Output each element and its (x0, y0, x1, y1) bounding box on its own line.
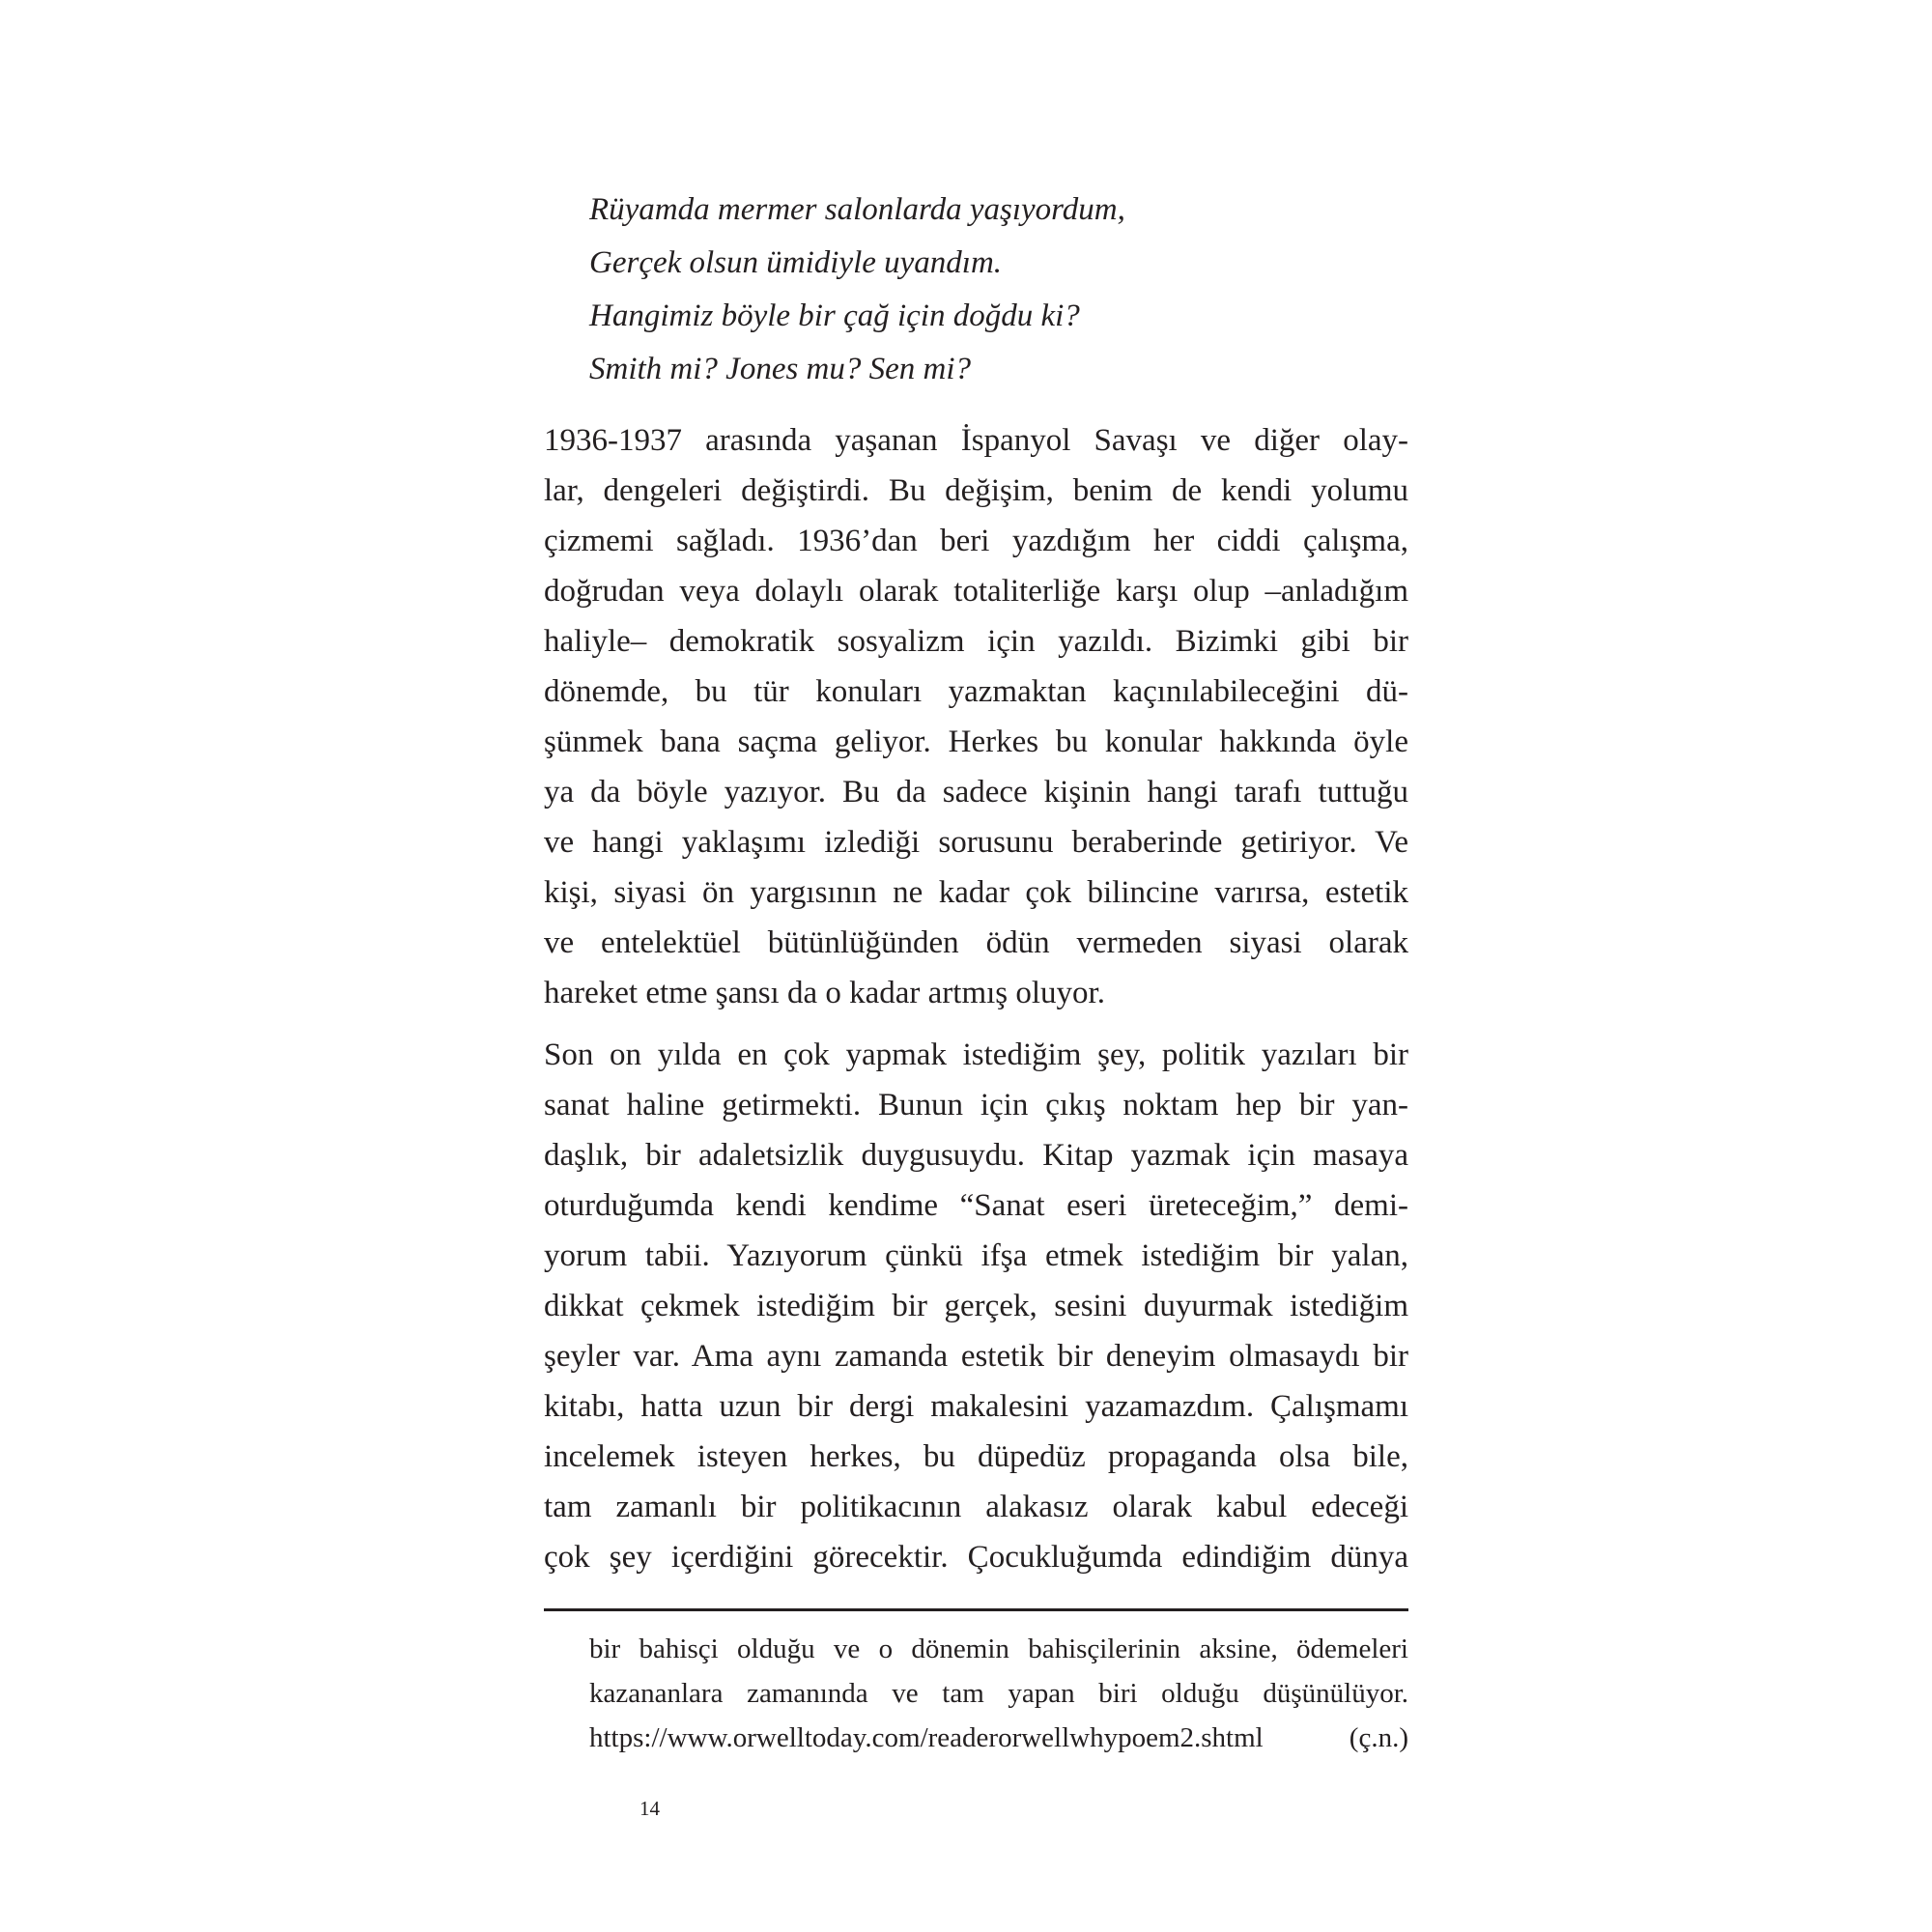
footnote (589, 1627, 1408, 1760)
footnote-line: kazananlara zamanında ve tam yapan biri olduğu düşünülüyor. (589, 1678, 1408, 1709)
text-line: ya da böyle yazıyor. Bu da sadece kişinin hangi tarafı tuttuğu (544, 775, 1408, 810)
text-line: Son on yılda en çok yapmak istediğim şey, politik yazıları bir (544, 1037, 1408, 1072)
text-line: şeyler var. Ama aynı zamanda estetik bir deneyim olmasaydı bir (544, 1339, 1408, 1374)
footnote-divider (544, 1608, 1408, 1611)
body-paragraph-1 (544, 415, 1408, 1018)
text-line: sanat haline getirmekti. Bunun için çıkış noktam hep bir yan- (544, 1088, 1408, 1122)
text-line: lar, dengeleri değiştirdi. Bu değişim, benim de kendi yolumu (544, 473, 1408, 508)
verse-line: Rüyamda mermer salonlarda yaşıyordum, (589, 192, 1125, 227)
text-line: çok şey içerdiğini görecektir. Çocukluğumda edindiğim dünya (544, 1540, 1408, 1575)
text-line: incelemek isteyen herkes, bu düpedüz propaganda olsa bile, (544, 1439, 1408, 1474)
text-line: 1936-1937 arasında yaşanan İspanyol Savaşı ve diğer olay- (544, 423, 1408, 458)
verse-line: Hangimiz böyle bir çağ için doğdu ki? (589, 298, 1080, 333)
text-line: çizmemi sağladı. 1936’dan beri yazdığım her ciddi çalışma, (544, 524, 1408, 558)
text-line: doğrudan veya dolaylı olarak totaliterliğe karşı olup –anladığım (544, 574, 1408, 609)
text-line: yorum tabii. Yazıyorum çünkü ifşa etmek istediğim bir yalan, (544, 1238, 1408, 1273)
verse-line: Smith mi? Jones mu? Sen mi? (589, 352, 972, 386)
text-line: şünmek bana saçma geliyor. Herkes bu konular hakkında öyle (544, 724, 1408, 759)
text-line: hareket etme şansı da o kadar artmış oluyor. (544, 976, 1105, 1010)
text-line: tam zamanlı bir politikacının alakasız olarak kabul edeceği (544, 1490, 1408, 1524)
verse-line: Gerçek olsun ümidiyle uyandım. (589, 245, 1003, 280)
text-line: dikkat çekmek istediğim bir gerçek, sesini duyurmak istediğim (544, 1289, 1408, 1323)
text-line: kişi, siyasi ön yargısının ne kadar çok bilincine varırsa, estetik (544, 875, 1408, 910)
text-line: dönemde, bu tür konuları yazmaktan kaçınılabileceğini dü- (544, 674, 1408, 709)
text-line: kitabı, hatta uzun bir dergi makalesini yazamazdım. Çalışmamı (544, 1389, 1408, 1424)
text-line: haliyle– demokratik sosyalizm için yazıldı. Bizimki gibi bir (544, 624, 1408, 659)
text-line: daşlık, bir adaletsizlik duygusuydu. Kitap yazmak için masaya (544, 1138, 1408, 1173)
text-line: oturduğumda kendi kendime “Sanat eseri üreteceğim,” demi- (544, 1188, 1408, 1223)
text-line: ve entelektüel bütünlüğünden ödün vermeden siyasi olarak (544, 925, 1408, 960)
footnote-line: bir bahisçi olduğu ve o dönemin bahisçilerinin aksine, ödemeleri (589, 1634, 1408, 1664)
page-number: 14 (639, 1797, 660, 1820)
poem-verse (589, 184, 1459, 396)
footnote-line: https://www.orwelltoday.com/readerorwellwhypoem2.shtml (ç.n.) (589, 1722, 1408, 1753)
text-line: ve hangi yaklaşımı izlediği sorusunu beraberinde getiriyor. Ve (544, 825, 1408, 860)
body-paragraph-2 (544, 1030, 1408, 1582)
